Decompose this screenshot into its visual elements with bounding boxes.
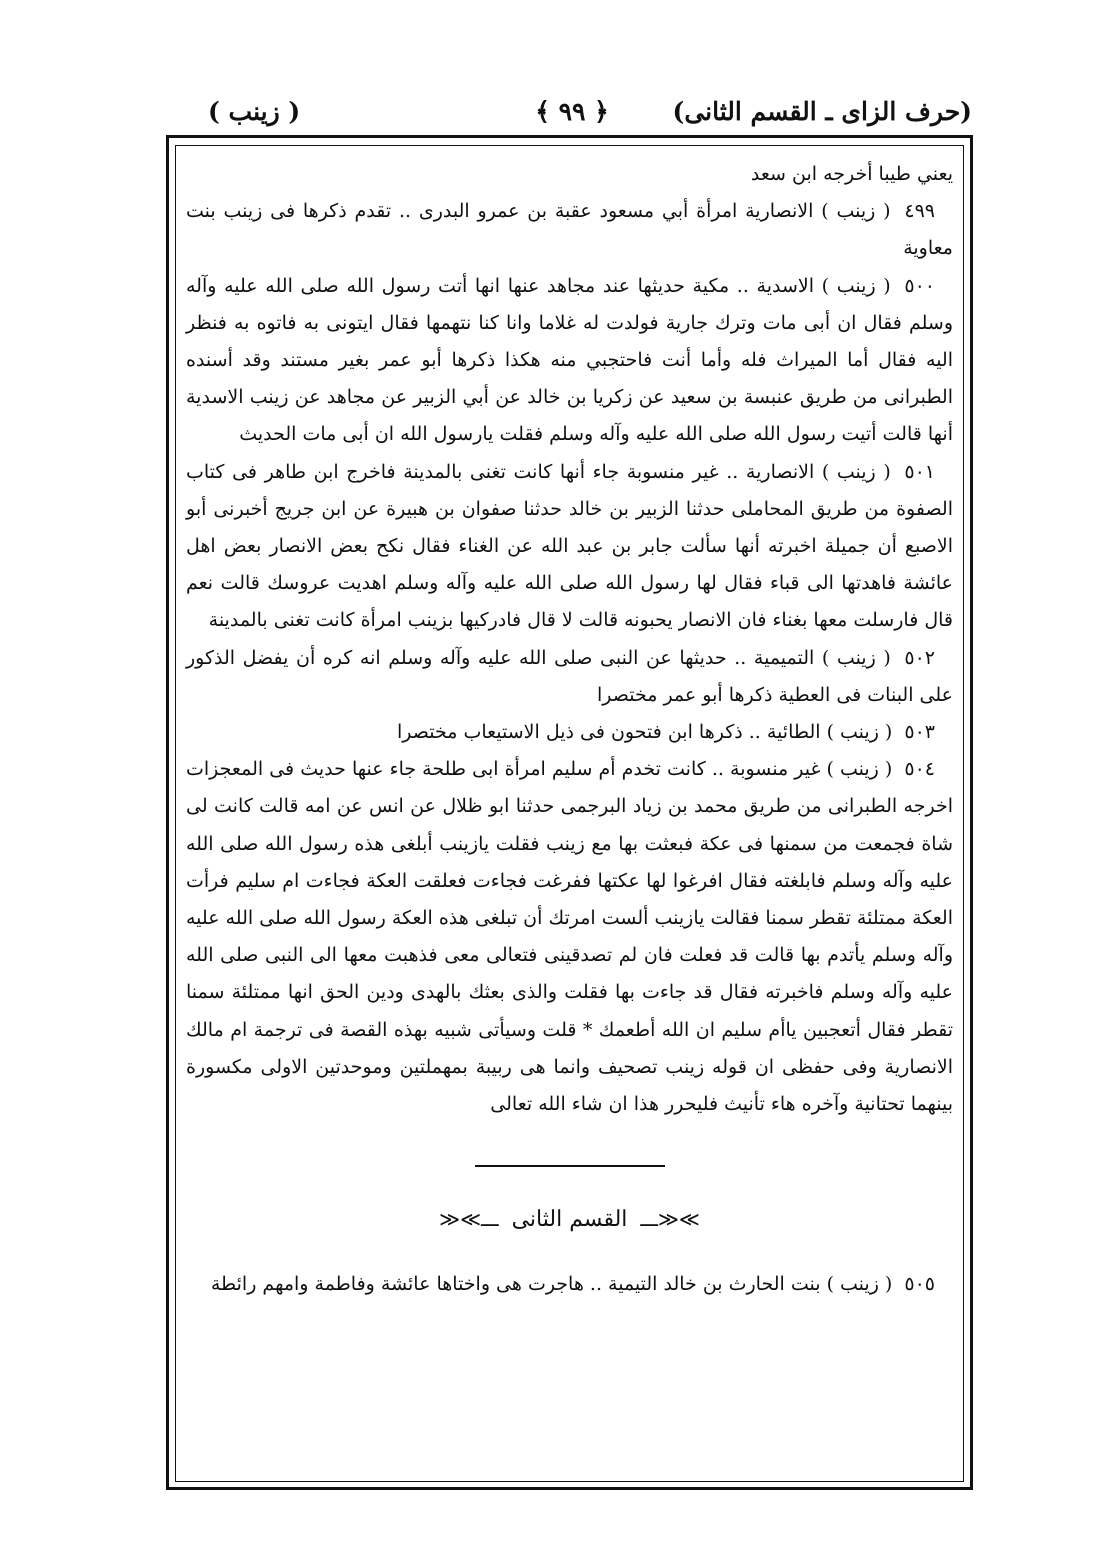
page-header: [172, 92, 972, 132]
entry-number: ٥٠٣: [904, 721, 935, 744]
paragraph-continuation: [186, 156, 953, 193]
entry-text: ( زينب ) الانصارية .. غير منسوبة جاء أنها كانت تغنى بالمدينة فاخرج ابن طاهر فى كتاب الصفوة من طريق المحاملى حدثنا الزبير بن خالد حدثنا صفوان بن هبيرة عن ابن جريج أخبرنى أبو الاصبع أن جميلة اخبرته أنها سألت جابر بن عبد الله عن الغناء فقال نكح بعض الانصار بعض اهل عائشة فاهدتها الى قباء فقال لها رسول الله صلى الله عليه وآله وسلم اهديت عروسك قالت نعم قال فارسلت معها بغناء فان الانصار يحبونه قالت لا قال فادركيها بزينب امرأة كانت تغنى بالمدينة: [186, 460, 953, 632]
entry-text: ( زينب ) التميمية .. حديثها عن النبى صلى الله عليه وآله وسلم انه كره أن يفضل الذكور على البنات فى العطية ذكرها أبو عمر مختصرا: [186, 646, 953, 706]
ornament-icon: ـــ≫≪: [439, 1207, 499, 1232]
section-title: القسم الثانى: [511, 1207, 628, 1233]
entry-501: [186, 454, 953, 640]
page-content: [186, 156, 953, 1476]
entry-number: ٥٠٢: [904, 646, 935, 669]
header-chapter-title: (حرف الزاى ـ القسم الثانى): [672, 97, 972, 126]
entry-number: ٤٩٩: [904, 200, 935, 223]
entry-number: ٥٠١: [904, 460, 935, 483]
entry-number: ٥٠٤: [904, 758, 935, 781]
entry-503: [186, 714, 953, 751]
entry-499: [186, 193, 953, 267]
section-divider: [475, 1165, 665, 1167]
entry-505: [186, 1266, 953, 1303]
entry-text: ( زينب ) بنت الحارث بن خالد التيمية .. هاجرت هى واختاها عائشة وفاطمة وامهم رائطة: [210, 1273, 893, 1296]
section-heading: [186, 1199, 953, 1240]
page-number: ﴿ ٩٩ ﴾: [535, 97, 609, 126]
entry-number: ٥٠٠: [904, 274, 935, 297]
entry-text: ( زينب ) الانصارية امرأة أبي مسعود عقبة بن عمرو البدرى .. تقدم ذكرها فى زينب بنت معاوية: [186, 200, 953, 260]
entry-text: ( زينب ) الاسدية .. مكية حديثها عند مجاهد عنها انها أتت رسول الله صلى الله عليه وآله وسلم فقال ان أبى مات وترك جارية فولدت له غلاما وانا كنا نتهمها فقال ايتونى به فاتوه به فنظر اليه فقال أما الميراث فله وأما أنت فاحتجبي منه هكذا ذكرها أبو عمر بغير مستند وقد أسنده الطبرانى من طريق عنبسة بن سعيد عن زكريا بن خالد عن أبي الزبير عن مجاهد عن زينب الاسدية أنها قالت أتيت رسول الله صلى الله عليه وآله وسلم فقلت يارسول الله ان أبى مات الحديث: [186, 274, 954, 446]
ornament-icon: ≫≪ـــ: [640, 1207, 700, 1232]
entry-502: [186, 640, 953, 714]
entry-504: [186, 751, 953, 1123]
entry-text: ( زينب ) الطائية .. ذكرها ابن فتحون فى ذيل الاستيعاب مختصرا: [396, 721, 893, 744]
paragraph-text: يعني طيبا أخرجه ابن سعد: [750, 163, 953, 185]
entry-number: ٥٠٥: [904, 1273, 935, 1296]
entry-500: [186, 268, 953, 454]
header-entry-name: ( زينب ): [208, 97, 301, 126]
entry-text: ( زينب ) غير منسوبة .. كانت تخدم أم سليم امرأة ابى طلحة جاء عنها حديث فى المعجزات اخرجه الطبرانى من طريق محمد بن زياد البرجمى حدثنا ابو ظلال عن انس عن امه قالت كانت لى شاة فجمعت من سمنها فى عكة فبعثت بها مع زينب فقلت يازينب أبلغى هذه رسول الله صلى الله عليه وآله وسلم فابلغته فقال افرغوا لها عكتها ففرغت فجاءت فعلقت العكة فجاءت ام سليم فرأت العكة ممتلئة تقطر سمنا فقالت يازينب ألست امرتك أن تبلغى هذه العكة رسول الله صلى الله عليه وآله وسلم يأتدم بها قالت قد فعلت فان لم تصدقينى فتعالى معى فذهبت معها الى النبى صلى الله عليه وآله وسلم فاخبرته فقال قد جاءت بها فقلت والذى بعثك بالهدى ودين الحق انها ممتلئة سمنا تقطر فقال أتعجبين ياأم سليم ان الله أطعمك * قلت وسيأتى شبيه بهذه القصة فى ترجمة ام مالك الانصارية وفى حفظى ان قوله زينب تصحيف وانما هى ربيبة بمهملتين وموحدتين الاولى مكسورة بينهما تحتانية وآخره هاء تأنيث فليحرر هذا ان شاء الله تعالى: [186, 758, 954, 1116]
